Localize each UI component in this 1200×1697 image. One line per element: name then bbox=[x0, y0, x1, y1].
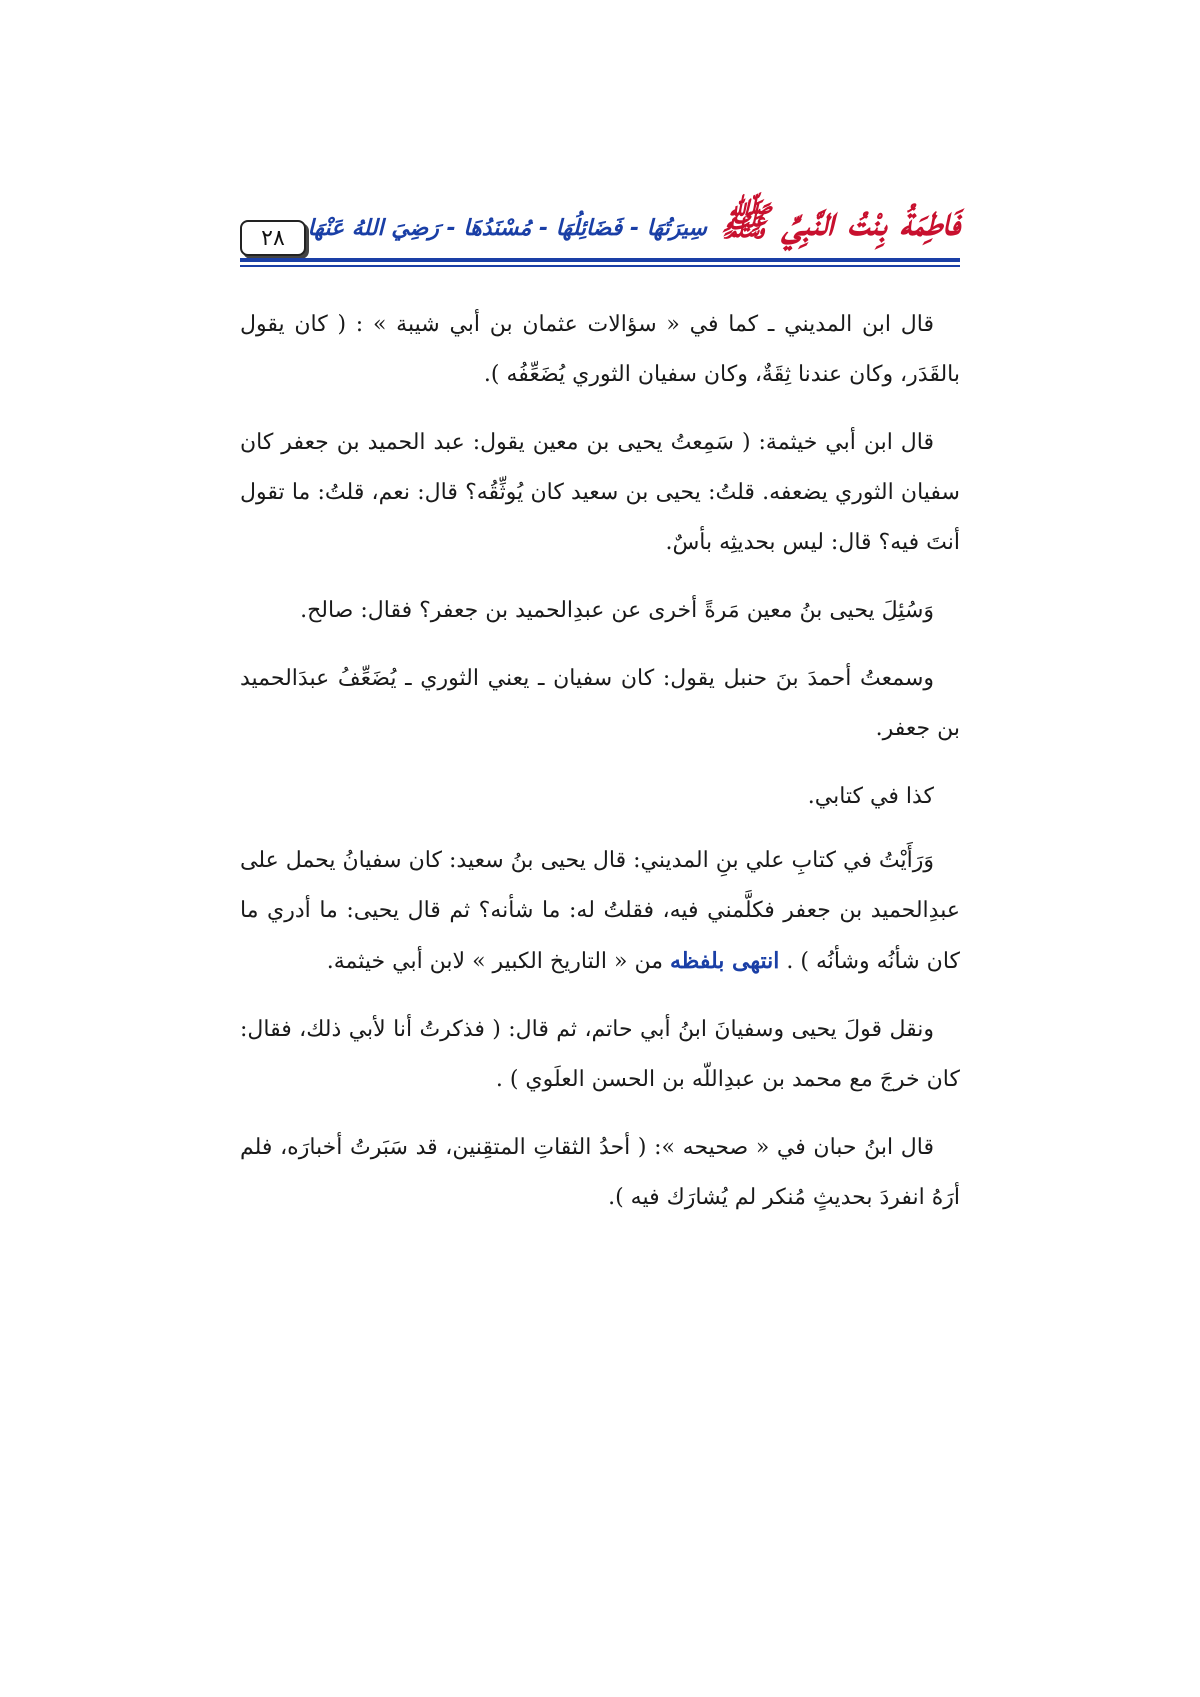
paragraph-yahya-ibn-main: وَسُئِلَ يحيى بنُ معين مَرةً أخرى عن عبدِالحميد بن جعفر؟ فقال: صالح. bbox=[300, 598, 934, 623]
book-title-subtitle: سِيرَتُهَا - فَضَائِلُهَا - مُسْنَدُهَا - رَضِيَ اللهُ عَنْهَا bbox=[307, 216, 707, 241]
paragraph-text-before: وَرَأَيْتُ في كتابِ علي بنِ المديني: قال يحيى بنُ سعيد: كان سفيانُ يحمل على عبدِالحميد بن جعفر فكلَّمني فيه، فقلتُ له: ما شأنه؟ ثم قال يحيى: ما أدري ما كان شأنُه وشأنُه ) . bbox=[240, 848, 960, 974]
book-title bbox=[307, 192, 960, 252]
paragraph-text-after: من « التاريخ الكبير » لابن أبي خيثمة. bbox=[326, 949, 670, 974]
page-number-badge bbox=[240, 220, 306, 256]
paragraph-kadha-fi-kitabi: كذا في كتابي. bbox=[807, 784, 934, 809]
header-rule-thin bbox=[240, 265, 960, 267]
paragraph-kitab-ali-ibn-al-madini bbox=[240, 836, 960, 987]
paragraph-ibn-al-madini: قال ابن المديني ـ كما في « سؤالات عثمان بن أبي شيبة » : ( كان يقول بالقَدَر، وكان عندنا ثِقَةٌ، وكان سفيان الثوري يُضَعِّفُه ). bbox=[240, 312, 960, 387]
paragraph-ibn-abi-hatim: ونقل قولَ يحيى وسفيانَ ابنُ أبي حاتم، ثم قال: ( فذكرتُ أنا لأبي ذلك، فقال: كان خرجَ مع محمد بن عبدِاللّه بن الحسن العلَوي ) . bbox=[240, 1017, 960, 1092]
book-title-main: فَاطِمَةُ بِنْتُ النَّبِيِّ ﷺ bbox=[720, 198, 960, 245]
header-rule-thick bbox=[240, 258, 960, 262]
page-body bbox=[240, 300, 960, 1241]
highlight-intaha-bilafzihi: انتهى بلفظه bbox=[670, 948, 780, 974]
paragraph-ahmad-ibn-hanbal: وسمعتُ أحمدَ بنَ حنبل يقول: كان سفيان ـ يعني الثوري ـ يُضَعِّفُ عبدَالحميد بن جعفر. bbox=[240, 666, 960, 741]
paragraph-ibn-abi-khaythama: قال ابن أبي خيثمة: ( سَمِعتُ يحيى بن معين يقول: عبد الحميد بن جعفر كان سفيان الثوري يضعفه. قلتُ: يحيى بن سعيد كان يُوثِّقُه؟ قال: نعم، قلتُ: ما تقول أنتَ فيه؟ قال: ليس بحديثِه بأسٌ. bbox=[240, 430, 960, 555]
page-number: ٢٨ bbox=[261, 225, 285, 251]
paragraph-ibn-hibban: قال ابنُ حبان في « صحيحه »: ( أحدُ الثقاتِ المتقِنين، قد سَبَرتُ أخبارَه، فلم أرَهُ انفردَ بحديثٍ مُنكر لم يُشارَك فيه ). bbox=[240, 1135, 960, 1210]
page-header bbox=[240, 192, 960, 272]
